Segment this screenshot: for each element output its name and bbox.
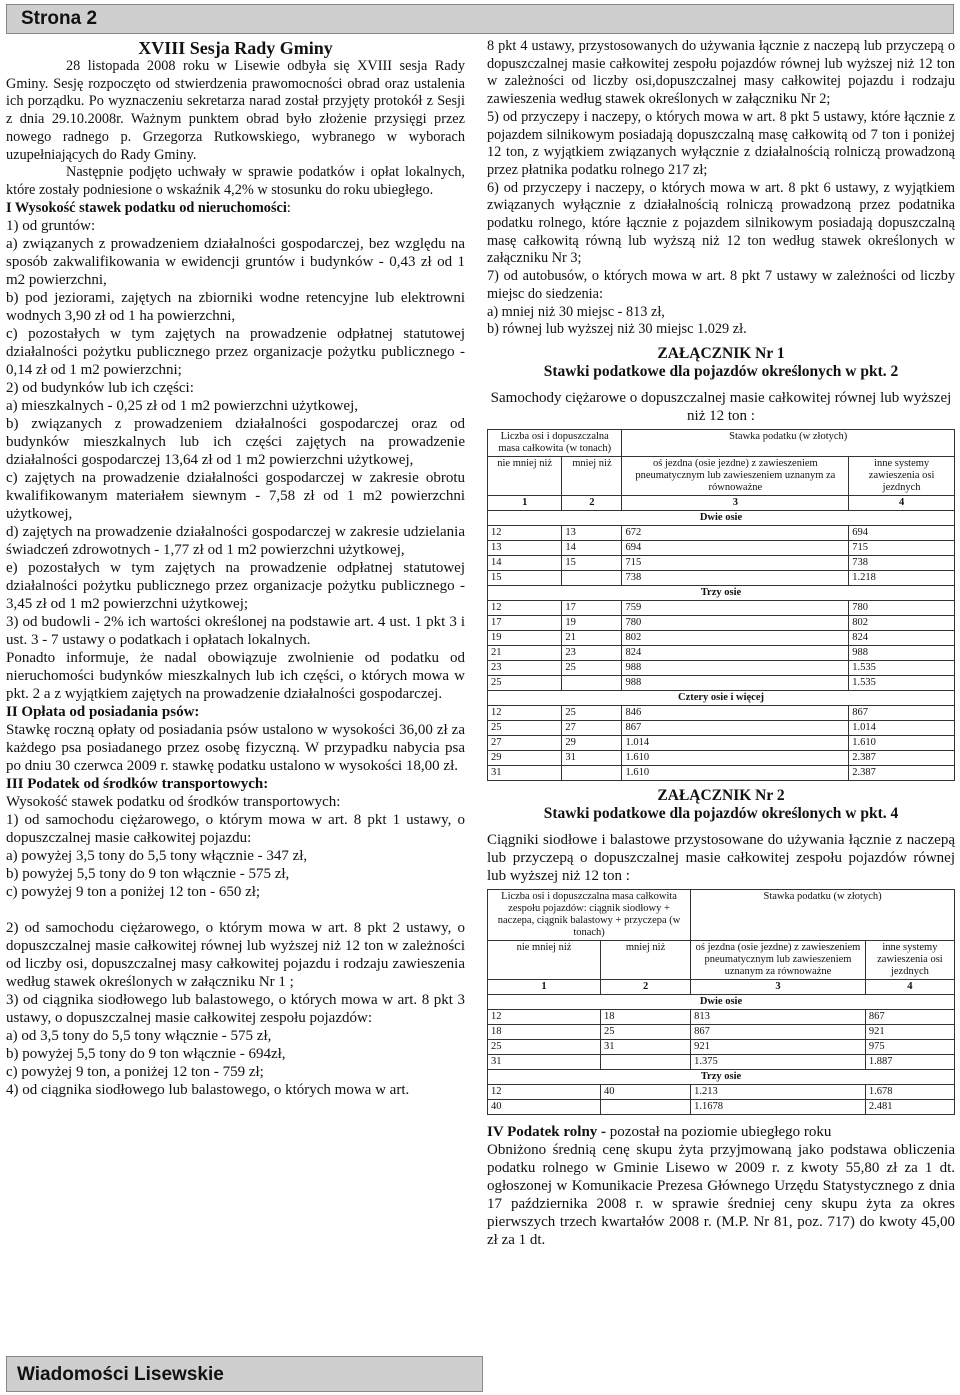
table-group-header: Trzy osie: [488, 585, 955, 600]
table-cell: 19: [488, 630, 562, 645]
table-row: [488, 705, 955, 720]
publication-name: Wiadomości Lisewskie: [17, 1364, 224, 1385]
table-cell: 29: [488, 750, 562, 765]
table-row: [488, 1009, 955, 1024]
annex-2-subtitle: Stawki podatkowe dla pojazdów określonych w pkt. 4: [543, 804, 899, 822]
table-header-axles: Liczba osi i dopuszczalna masa całkowita (w tonach): [488, 429, 622, 456]
table-cell: [562, 765, 622, 780]
table-header-min: nie mniej niż: [488, 456, 562, 495]
table-header-axles: Liczba osi i dopuszczalna masa całkowita zespołu pojazdów: ciągnik siodłowy + naczepa, ciągnik balastowy + przyczepa (w tonach): [488, 889, 691, 940]
table-cell: 2.387: [849, 765, 955, 780]
table-cell: 25: [488, 720, 562, 735]
table-row: [488, 735, 955, 750]
table-row: [488, 1084, 955, 1099]
section-4-text: Obniżono średnią cenę skupu żyta przyjmowaną jako podstawa obliczenia podatku rolnego w Gminie Lisewo w 2009 r. z kwoty 55,80 zł za 1 dt. ogłoszonej w Komunikacie Prezesa Głównego Urzędu Statystycznego z dnia 17 października 2008 r. w sprawie średniej ceny skupu żyta za okres pierwszych trzech kwartałów 2008 r. (M.P. Nr 81, poz. 717) do kwoty 45,00 zł za 1 dt.: [487, 1141, 955, 1248]
table-cell: [562, 570, 622, 585]
table-cell: 23: [488, 660, 562, 675]
table-cell: 1.375: [691, 1054, 866, 1069]
table-cell: 29: [562, 735, 622, 750]
table-cell: 25: [488, 675, 562, 690]
table-cell: 13: [488, 540, 562, 555]
table-row: [488, 765, 955, 780]
list-item: 4) od ciągnika siodłowego lub balastowego, o których mowa w art.: [6, 1082, 410, 1099]
table-cell: 1.213: [691, 1084, 866, 1099]
list-item: 3) od budowli - 2% ich wartości określonej na podstawie art. 4 ust. 1 pkt 3 i ust. 3 - 7 ustawy o podatkach i opłatach lokalnych.: [6, 614, 465, 649]
spacer: [6, 901, 465, 919]
list-item: Ponadto informuje, że nadal obowiązuje zwolnienie od podatku od nieruchomości budynków mieszkalnych lub ich części, o których mowa w pkt. 2 a z wyjątkiem zajętych na prowadzenie działalności gospodarczej.: [6, 650, 465, 703]
table-cell: 18: [488, 1024, 601, 1039]
table-row: [488, 525, 955, 540]
table-cell: 21: [562, 630, 622, 645]
table-cell: 31: [488, 765, 562, 780]
table-cell: 15: [562, 555, 622, 570]
table-row: [488, 1054, 955, 1069]
table-cell: 31: [562, 750, 622, 765]
table-cell: 14: [562, 540, 622, 555]
table-cell: 867: [622, 720, 849, 735]
section-4-note: pozostał na poziomie ubiegłego roku: [606, 1123, 832, 1140]
section-2-heading: II Opłata od posiadania psów:: [6, 704, 200, 721]
table-cell: 14: [488, 555, 562, 570]
table-cell: 25: [562, 705, 622, 720]
column-number: 3: [691, 979, 866, 994]
table-cell: 1.535: [849, 675, 955, 690]
table-cell: 1.887: [865, 1054, 954, 1069]
table-cell: 780: [849, 600, 955, 615]
list-item: 8 pkt 4 ustawy, przystosowanych do używania łącznie z naczepą lub przyczepą o dopuszczalnej masie całkowitej zespołu pojazdów równej lub wyższej niż 12 ton w zależności od liczby osi,dopuszczalnej masy całkowitej pojazdu i rodzaju zawieszenia według stawek określonych w załączniku Nr 2;: [487, 38, 955, 108]
table-cell: 715: [849, 540, 955, 555]
table-cell: 1.535: [849, 660, 955, 675]
list-item: b) pod jeziorami, zajętych na zbiorniki wodne retencyjne lub elektrowni wodnych 3,90 zł od 1 ha powierzchni,: [6, 290, 465, 325]
table-cell: [601, 1099, 691, 1114]
annex-1-caption: Samochody ciężarowe o dopuszczalnej masie całkowitej równej lub wyższej niż 12 ton :: [490, 389, 952, 424]
right-column: [487, 38, 955, 1249]
list-item: d) zajętych na prowadzenie działalności gospodarczej w zakresie udzielania świadczeń zdrowotnych - 1,77 zł od 1 m2 powierzchni użytkowej,: [6, 524, 465, 559]
table-cell: 988: [849, 645, 955, 660]
table-cell: 40: [488, 1099, 601, 1114]
list-item: 6) od przyczepy i naczepy, o których mowa w art. 8 pkt 6 ustawy, z wyjątkiem związanych wyłącznie z działalnością rolniczą prowadzoną przez podatnika podatku rolnego, które łącznie z pojazdem silnikowym posiadają dopuszczalną masę całkowitą równą lub wyższą niż 12 ton według stawek określonych w załączniku Nr 3;: [487, 179, 955, 267]
table-cell: 12: [488, 705, 562, 720]
annex-1-title: [487, 345, 955, 381]
list-item: c) pozostałych w tym zajętych na prowadzenie odpłatnej statutowej działalności pożytku publicznego przez organizacje pożytku publicznego - 0,14 zł od 1 m2 powierzchni;: [6, 326, 465, 379]
list-item: a) związanych z prowadzeniem działalności gospodarczej, bez względu na sposób zakwalifikowania w ewidencji gruntów i budynków - 0,43 zł od 1 m2 powierzchni,: [6, 236, 465, 289]
section-1-heading: I Wysokość stawek podatku od nieruchomości: [6, 199, 287, 216]
page-footer: [6, 1356, 483, 1392]
table-cell: 1.610: [622, 750, 849, 765]
table-cell: 12: [488, 525, 562, 540]
table-row: [488, 1039, 955, 1054]
table-row: [488, 750, 955, 765]
list-item: 1) od gruntów:: [6, 218, 96, 235]
table-cell: 25: [562, 660, 622, 675]
section-1-list: [6, 217, 465, 1099]
table-row: [488, 555, 955, 570]
table-cell: 715: [622, 555, 849, 570]
column-number: 4: [865, 979, 954, 994]
section-4-heading: IV Podatek rolny -: [487, 1123, 607, 1140]
table-cell: 672: [622, 525, 849, 540]
list-item: b) związanych z prowadzeniem działalności gospodarczej oraz od budynków mieszkalnych lub ich części zajętych na prowadzenie działalności gospodarczej 13,64 zł od 1 m2 powierzchni użytkowej,: [6, 416, 465, 469]
list-item: b) powyżej 5,5 tony do 9 ton włącznie - 694zł,: [6, 1046, 286, 1063]
table-row: [488, 630, 955, 645]
table-cell: 2.481: [865, 1099, 954, 1114]
table-row: [488, 720, 955, 735]
table-group-header: Dwie osie: [488, 510, 955, 525]
list-item: b) powyżej 5,5 tony do 9 ton włącznie - 575 zł,: [6, 866, 290, 883]
table-cell: 1.014: [622, 735, 849, 750]
table-cell: 824: [849, 630, 955, 645]
table-header-min: nie mniej niż: [488, 940, 601, 979]
table-cell: 1.218: [849, 570, 955, 585]
table-cell: 780: [622, 615, 849, 630]
table-cell: 1.014: [849, 720, 955, 735]
table-cell: 694: [849, 525, 955, 540]
table-cell: 867: [849, 705, 955, 720]
table-cell: 988: [622, 660, 849, 675]
table-cell: 31: [601, 1039, 691, 1054]
table-cell: 846: [622, 705, 849, 720]
table-cell: 13: [562, 525, 622, 540]
list-item: c) powyżej 9 ton a poniżej 12 ton - 650 zł;: [6, 884, 261, 901]
table-cell: 824: [622, 645, 849, 660]
table-row: [488, 645, 955, 660]
table-cell: 802: [622, 630, 849, 645]
column-number: 4: [849, 495, 955, 510]
column-number: 2: [562, 495, 622, 510]
table-cell: 1.1678: [691, 1099, 866, 1114]
table-header-rate: Stawka podatku (w złotych): [622, 429, 955, 456]
table-cell: 738: [622, 570, 849, 585]
table-cell: 17: [562, 600, 622, 615]
list-item: a) od 3,5 tony do 5,5 tony włącznie - 575 zł,: [6, 1028, 272, 1045]
table-cell: 921: [691, 1039, 866, 1054]
article-title: XVIII Sesja Rady Gminy: [138, 38, 333, 58]
table-cell: 17: [488, 615, 562, 630]
table-row: [488, 615, 955, 630]
list-item: 2) od budynków lub ich części:: [6, 380, 194, 397]
table-row: [488, 540, 955, 555]
table-cell: 31: [488, 1054, 601, 1069]
table-cell: 25: [488, 1039, 601, 1054]
table-cell: 27: [562, 720, 622, 735]
table-cell: 18: [601, 1009, 691, 1024]
table-group-header: Dwie osie: [488, 994, 955, 1009]
table-header-other: inne systemy zawieszenia osi jezdnych: [849, 456, 955, 495]
table-cell: 12: [488, 600, 562, 615]
table-cell: 25: [601, 1024, 691, 1039]
annex-1-subtitle: Stawki podatkowe dla pojazdów określonych w pkt. 2: [543, 362, 899, 380]
list-item: a) mniej niż 30 miejsc - 813 zł,: [487, 303, 665, 320]
intro-paragraph: 28 listopada 2008 roku w Lisewie odbyła się XVIII sesja Rady Gminy. Sesję rozpoczęto od stwierdzenia prawomocności obrad oraz ustalenia ich porządku. Po wyznaczeniu sekretarza narad został przyjęty protokół z Sesji z dnia 29.10.2008r. Ważnym punktem obrad było złożenie przysięgi przez nowego radnego p. Grzegorza Rutkowskiego, wybranego w wyborach uzupełniających do Rady Gminy.: [6, 58, 465, 163]
table-cell: 759: [622, 600, 849, 615]
column-number: 1: [488, 979, 601, 994]
table-row: [488, 660, 955, 675]
table-cell: 40: [601, 1084, 691, 1099]
section-3-heading: III Podatek od środków transportowych:: [6, 776, 269, 793]
list-item: Wysokość stawek podatku od środków transportowych:: [6, 794, 341, 811]
table-cell: 1.610: [849, 735, 955, 750]
table-cell: 12: [488, 1009, 601, 1024]
list-item: 1) od samochodu ciężarowego, o którym mowa w art. 8 pkt 1 ustawy, o dopuszczalnej masie całkowitej pojazdu:: [6, 812, 465, 847]
list-item: b) równej lub wyższej niż 30 miejsc 1.029 zł.: [487, 321, 747, 338]
table-cell: 1.678: [865, 1084, 954, 1099]
table-cell: 1.610: [622, 765, 849, 780]
page-header: [6, 4, 954, 34]
table-cell: 867: [691, 1024, 866, 1039]
table-header-other: inne systemy zawieszenia osi jezdnych: [865, 940, 954, 979]
table-header-rate: Stawka podatku (w złotych): [691, 889, 955, 940]
table-cell: 15: [488, 570, 562, 585]
annex-2-table: [487, 889, 955, 1115]
list-item: 5) od przyczepy i naczepy, o których mowa w art. 8 pkt 5 ustawy, które łącznie z pojazdem silnikowym posiadają dopuszczalną masę całkowitą od 7 ton i poniżej 12 ton, z wyjątkiem związanych wyłącznie z działalnością rolniczą prowadzoną przez płatnika podatku rolnego 217 zł;: [487, 108, 955, 178]
list-item: 2) od samochodu ciężarowego, o którym mowa w art. 8 pkt 2 ustawy, o dopuszczalnej masie całkowitej równej lub wyższej niż 12 ton w zależności od liczby osi, dopuszczalnej masy całkowitej pojazdu i rodzaju zawieszenia według stawek określonych w załączniku Nr 1 ;: [6, 920, 465, 991]
list-item: a) powyżej 3,5 tony do 5,5 tony włącznie - 347 zł,: [6, 848, 308, 865]
table-header-pneumatic: oś jezdna (osie jezdne) z zawieszeniem pneumatycznym lub zawieszeniem uznanym za równoważne: [622, 456, 849, 495]
table-cell: 988: [622, 675, 849, 690]
table-cell: 802: [849, 615, 955, 630]
list-item: e) pozostałych w tym zajętych na prowadzenie odpłatnej statutowej działalności pożytku publicznego przez organizacje pożytku publicznego - 3,45 zł od 1 m2 powierzchni użytkowej;: [6, 560, 465, 613]
table-group-header: Trzy osie: [488, 1069, 955, 1084]
list-item: 7) od autobusów, o których mowa w art. 8 pkt 7 ustawy w zależności od liczby miejsc do siedzenia:: [487, 268, 955, 302]
table-header-max: mniej niż: [562, 456, 622, 495]
list-item: a) mieszkalnych - 0,25 zł od 1 m2 powierzchni użytkowej,: [6, 398, 358, 415]
column-number: 2: [601, 979, 691, 994]
table-row: [488, 1024, 955, 1039]
table-cell: 921: [865, 1024, 954, 1039]
annex-1-table: [487, 429, 955, 781]
table-cell: 21: [488, 645, 562, 660]
table-cell: 12: [488, 1084, 601, 1099]
table-cell: 694: [622, 540, 849, 555]
table-cell: 19: [562, 615, 622, 630]
table-cell: 867: [865, 1009, 954, 1024]
table-row: [488, 675, 955, 690]
table-header-max: mniej niż: [601, 940, 691, 979]
annex-2-title-text: ZAŁĄCZNIK Nr 2: [657, 786, 785, 804]
table-row: [488, 570, 955, 585]
table-cell: [562, 675, 622, 690]
table-row: [488, 600, 955, 615]
column-number: 3: [622, 495, 849, 510]
table-cell: 813: [691, 1009, 866, 1024]
table-cell: 975: [865, 1039, 954, 1054]
section-1-colon: :: [286, 199, 291, 216]
page-number-label: Strona 2: [21, 8, 98, 29]
list-item: c) zajętych na prowadzenie działalności gospodarczej w zakresie obrotu kwalifikowanym materiałem siewnym - 7,58 zł od 1 m2 powierzchni użytkowej,: [6, 470, 465, 523]
section-4-heading-line: [487, 1123, 955, 1141]
table-cell: 738: [849, 555, 955, 570]
table-cell: 2.387: [849, 750, 955, 765]
table-cell: 27: [488, 735, 562, 750]
left-column: [6, 38, 465, 1099]
annex-1-title-text: ZAŁĄCZNIK Nr 1: [657, 344, 785, 362]
table-header-pneumatic: oś jezdna (osie jezdne) z zawieszeniem pneumatycznym lub zawieszeniem uznanym za równoważne: [691, 940, 866, 979]
taxes-paragraph: Następnie podjęto uchwały w sprawie podatków i opłat lokalnych, które zostały podniesione o wskaźnik 4,2% w stosunku do roku ubiegłego.: [6, 164, 465, 198]
column-number: 1: [488, 495, 562, 510]
annex-2-title: [487, 787, 955, 823]
list-item: c) powyżej 9 ton, a poniżej 12 ton - 759 zł;: [6, 1064, 264, 1081]
section-2-text: Stawkę roczną opłaty od posiadania psów ustalono w wysokości 36,00 zł za każdego psa posiadanego przez osobę fizyczną. W przypadku nabycia psa po dniu 30 czerwca 2009 r. stawkę podatku ustalono w wysokości 18,00 zł.: [6, 722, 465, 775]
table-cell: [601, 1054, 691, 1069]
list-item: 3) od ciągnika siodłowego lub balastowego, o których mowa w art. 8 pkt 3 ustawy, o dopuszczalnej masie całkowitej zespołu pojazdów:: [6, 992, 465, 1027]
table-row: [488, 1099, 955, 1114]
table-cell: 23: [562, 645, 622, 660]
annex-2-caption: Ciągniki siodłowe i balastowe przystosowane do używania łącznie z naczepą lub przyczepą o dopuszczalnej masie całkowitej zespołu pojazdów równej lub wyższej niż 12 ton :: [487, 831, 955, 884]
table-group-header: Cztery osie i więcej: [488, 690, 955, 705]
